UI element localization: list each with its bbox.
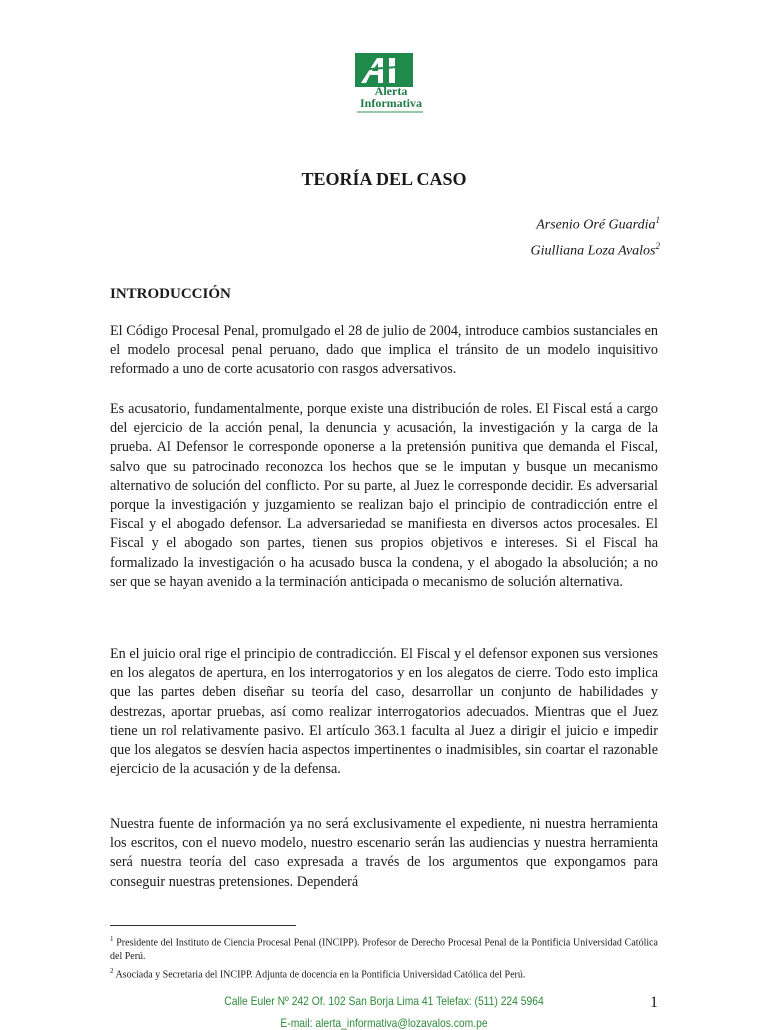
footnote-1	[110, 932, 658, 964]
paragraph-4: Nuestra fuente de información ya no será exclusivamente el expediente, ni nuestra herramienta los escritos, con el nuevo modelo, nuestro escenario serán las audiencias y nuestra herramienta será nuestra teoría del caso expresada a través de los argumentos que expongamos para conseguir nuestras pretensiones. Dependerá	[110, 816, 658, 890]
logo-line-1: Alerta	[374, 84, 408, 98]
logo-wordmark	[353, 85, 429, 109]
logo-ai-icon	[355, 53, 413, 87]
document-title: TEORÍA DEL CASO	[301, 169, 467, 189]
alerta-informativa-logo	[353, 53, 429, 117]
paragraph-3: En el juicio oral rige el principio de contradicción. El Fiscal y el defensor exponen sus versiones en los alegatos de apertura, en los interrogatorios y en los alegatos de cierre. Todo esto implica que las partes deben diseñar su teoría del caso, desarrollar un conjunto de habilidades y destrezas, aportar pruebas, así como realizar interrogatorios adecuados. Mientras que el Juez tiene un rol relativamente pasivo. El artículo 363.1 faculta al Juez a dirigir el juicio e impedir que los alegatos se desvíen hacia aspectos impertinentes o inadmisibles, sin coartar el razonable ejercicio de la acusación y de la defensa.	[110, 646, 658, 778]
footnote-2-text: Asociada y Secretaria del INCIPP. Adjunta de docencia en la Pontificia Universidad Católica del Perú.	[115, 969, 526, 981]
page-number: 1	[650, 994, 658, 1011]
author-2-footnote-ref: 2	[655, 240, 660, 251]
footer-address: Calle Euler Nº 242 Of. 102 San Borja Lima 41 Telefax: (511) 224 5964	[224, 994, 544, 1008]
logo-underline	[357, 111, 423, 113]
author-2-name: Giulliana Loza Avalos	[530, 243, 656, 259]
footnote-1-text: Presidente del Instituto de Ciencia Procesal Penal (INCIPP). Profesor de Derecho Procesal Penal de la Pontificia Universidad Católica del Perú.	[110, 937, 658, 963]
author-list	[531, 210, 660, 261]
footnote-2-number: 2	[110, 967, 114, 976]
author-1	[531, 210, 660, 236]
paragraph-1: El Código Procesal Penal, promulgado el 28 de julio de 2004, introduce cambios sustanciales en el modelo procesal penal peruano, dado que implica el tránsito de un modelo inquisitivo reformado a uno de corte acusatorio con rasgos adversativos.	[110, 323, 658, 378]
footnotes	[110, 932, 658, 983]
footer-email: E-mail: alerta_informativa@lozavalos.com.pe	[280, 1016, 488, 1030]
author-1-name: Arsenio Oré Guardia	[536, 217, 656, 233]
footnote-separator	[110, 925, 296, 926]
logo-mark	[355, 53, 413, 87]
paragraph-2: Es acusatorio, fundamentalmente, porque existe una distribución de roles. El Fiscal está a cargo del ejercicio de la acción penal, la denuncia y acusación, la investigación y la carga de la prueba. Al Defensor le corresponde oponerse a la pretensión punitiva que demanda el Fiscal, salvo que su patrocinado reconozca los hechos que se le imputan y busque un mecanismo alternativo de solución del conflicto. Por su parte, al Juez le corresponde decidir. Es adversarial porque la investigación y juzgamiento se realizan bajo el principio de contradicción entre el Fiscal y el abogado defensor. La adversariedad se manifiesta en diversos actos procesales. El Fiscal y el abogado son partes, tienen sus propios objetivos e intereses. Si el Fiscal ha formalizado la investigación o ha acusado busca la condena, y el abogado la absolución; a no ser que se hayan avenido a la terminación anticipada o mecanismo de solución alternativa.	[110, 401, 658, 590]
logo-line-2: Informativa	[360, 96, 422, 110]
author-2	[531, 236, 660, 262]
author-1-footnote-ref: 1	[655, 215, 660, 225]
section-heading: INTRODUCCIÓN	[110, 286, 231, 302]
footnote-1-number: 1	[110, 935, 114, 943]
footnote-2	[110, 964, 658, 982]
